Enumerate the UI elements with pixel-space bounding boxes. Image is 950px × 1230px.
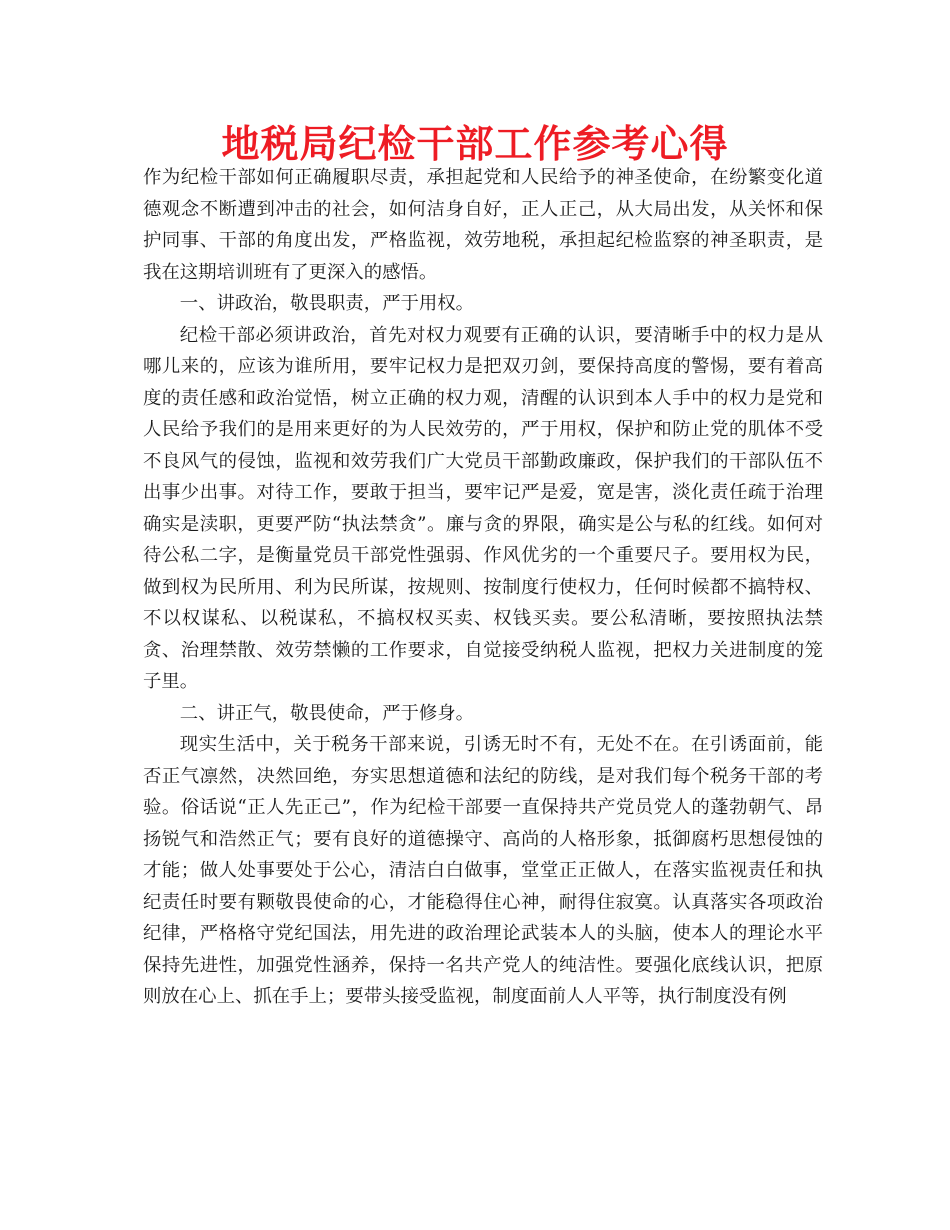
section-heading-1: 一、讲政治，敬畏职责，严于用权。: [179, 293, 475, 314]
section-heading-2: 二、讲正气，敬畏使命，严于修身。: [179, 702, 475, 724]
document-body: [143, 162, 823, 1013]
paragraph-intro: 作为纪检干部如何正确履职尽责，承担起党和人民给予的神圣使命，在纷繁变化道德观念不断遭到冲击的社会，如何洁身自好，正人正己，从大局出发，从关怀和保护同事、干部的角度出发，严格监视，效劳地税，承担起纪检监察的神圣职责，是我在这期培训班有了更深入的感悟。: [143, 167, 823, 283]
document-title: 地税局纪检干部工作参考心得: [221, 122, 729, 166]
paragraph-section-1: 纪检干部必须讲政治，首先对权力观要有正确的认识，要清晰手中的权力是从哪儿来的，应该为谁所用，要牢记权力是把双刃剑，要保持高度的警惕，要有着高度的责任感和政治觉悟，树立正确的权力观，清醒的认识到本人手中的权力是党和人民给予我们的是用来更好的为人民效劳的，严于用权，保护和防止党的肌体不受不良风气的侵蚀，监视和效劳我们广大党员干部勤政廉政，保护我们的干部队伍不出事少出事。对待工作，要敢于担当，要牢记严是爱，宽是害，淡化责任疏于治理确实是渎职，更要严防“执法禁贪”。廉与贪的界限，确实是公与私的红线。如何对待公私二字，是衡量党员干部党性强弱、作风优劣的一个重要尺子。要用权为民，做到权为民所用、利为民所谋，按规则、按制度行使权力，任何时候都不搞特权、不以权谋私、以税谋私，不搞权权买卖、权钱买卖。要公私清晰，要按照执法禁贪、治理禁散、效劳禁懒的工作要求，自觉接受纳税人监视，把权力关进制度的笼子里。: [143, 324, 823, 692]
paragraph-section-2: 现实生活中，关于税务干部来说，引诱无时不有，无处不在。在引诱面前，能否正气凛然，决然回绝，夯实思想道德和法纪的防线，是对我们每个税务干部的考验。俗话说“正人先正己”，作为纪检干部要一直保持共产党员党人的蓬勃朝气、昂扬锐气和浩然正气；要有良好的道德操守、高尚的人格形象，抵御腐朽思想侵蚀的才能；做人处事要处于公心，清洁白白做事，堂堂正正做人，在落实监视责任和执纪责任时要有颗敬畏使命的心，才能稳得住心神，耐得住寂寞。认真落实各项政治纪律，严格格守党纪国法，用先进的政治理论武装本人的头脑，使本人的理论水平保持先进性，加强党性涵养，保持一名共产党人的纯洁性。要强化底线认识，把原则放在心上、抓在手上；要带头接受监视，制度面前人人平等，执行制度没有例: [143, 734, 823, 1007]
